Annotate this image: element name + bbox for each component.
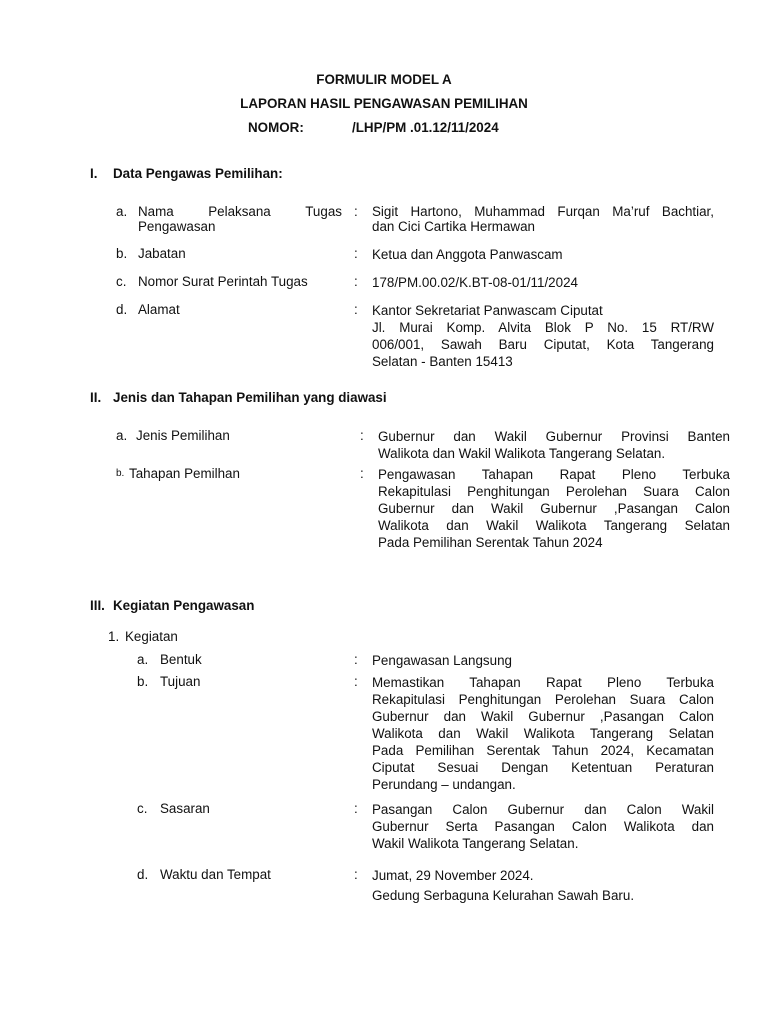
section-3-number: III. [90,598,105,613]
nomor-label: NOMOR: [248,120,304,135]
section-2-item-a-value [378,428,730,462]
value-line: dan Cici Cartika Hermawan [372,219,535,234]
section-3-sub-title: Kegiatan [125,629,178,644]
label-word: Pelaksana [208,204,271,219]
value-line: Gubernur dan Wakil Gubernur ,Pasangan Calon [378,501,730,516]
section-2-item-a-mark: a. [116,428,128,443]
section-3-item-b-colon: : [354,674,358,689]
value-line: Pada Pemilihan Serentak Tahun 2024, Kecamatan [372,743,714,758]
value-line: Jumat, 29 November 2024. [372,868,534,883]
value-line: Jl. Murai Komp. Alvita Blok P No. 15 RT/RW [372,320,714,335]
value-line: Walikota dan Wakil Walikota Tangerang Selatan [378,518,730,533]
section-2-number: II. [90,390,102,405]
section-3-item-b-label: Tujuan [160,674,201,689]
section-3-item-d-place [372,887,714,904]
label-word: Tugas [305,204,342,219]
section-1-item-c-colon: : [354,274,358,289]
value-line: Sigit Hartono, Muhammad Furqan Ma’ruf Bachtiar, [372,204,714,219]
section-3-item-c-colon: : [354,801,358,816]
section-1-item-d-label: Alamat [138,302,180,317]
section-1-item-c-value [372,274,714,291]
section-3-item-c-value [372,801,714,852]
nomor-value: /LHP/PM .01.12/11/2024 [352,120,499,135]
value-line: Gubernur Serta Pasangan Calon Walikota dan [372,819,714,834]
section-2-item-b-value [378,466,730,551]
section-1-item-b-label: Jabatan [138,246,186,261]
value-line: Kantor Sekretariat Panwascam Ciputat [372,303,603,318]
section-1-item-b-value [372,246,714,263]
section-1-item-d-mark: d. [116,302,128,317]
section-3-item-a-colon: : [354,652,358,667]
section-1-item-c-mark: c. [116,274,127,289]
section-2-item-b-mark: b. [116,468,125,479]
section-3-item-c-mark: c. [137,801,148,816]
section-1-item-a-label-line2: Pengawasan [138,219,216,234]
section-1-item-a-value [372,204,714,234]
section-1-title: Data Pengawas Pemilihan: [113,166,283,181]
section-3-item-d-mark: d. [137,867,149,882]
section-1-number: I. [90,166,98,181]
section-3-item-a-mark: a. [137,652,149,667]
section-3-title: Kegiatan Pengawasan [113,598,255,613]
value-line: Gedung Serbaguna Kelurahan Sawah Baru. [372,888,635,903]
section-2-item-a-label: Jenis Pemilihan [136,428,230,443]
value-line: Pengawasan Langsung [372,653,512,668]
report-title: LAPORAN HASIL PENGAWASAN PEMILIHAN [240,96,528,111]
section-3-item-c-label: Sasaran [160,801,210,816]
value-line: Walikota dan Wakil Walikota Tangerang Selatan [372,726,714,741]
value-line: Perundang – undangan. [372,777,516,792]
section-3-item-a-value [372,652,714,669]
value-line: Rekapitulasi Penghitungan Perolehan Suara Calon [378,484,730,499]
value-line: Gubernur dan Wakil Gubernur ,Pasangan Calon [372,709,714,724]
section-2-item-a-colon: : [360,428,364,443]
value-line: Memastikan Tahapan Rapat Pleno Terbuka [372,675,714,690]
section-3-sub-number: 1. [108,629,120,644]
section-3-item-a-label: Bentuk [160,652,202,667]
section-2-item-b-label: Tahapan Pemilhan [129,466,240,481]
section-1-item-d-colon: : [354,302,358,317]
section-3-item-d-label: Waktu dan Tempat [160,867,271,882]
value-line: Ciputat Sesuai Dengan Ketentuan Peraturan [372,760,714,775]
value-line: Gubernur dan Wakil Gubernur Provinsi Banten [378,429,730,444]
section-2-title: Jenis dan Tahapan Pemilihan yang diawasi [113,390,387,405]
section-1-item-b-mark: b. [116,246,128,261]
section-1-item-a-label [138,204,342,219]
value-line: Pengawasan Tahapan Rapat Pleno Terbuka [378,467,730,482]
value-line: Pasangan Calon Gubernur dan Calon Wakil [372,802,714,817]
value-line: 178/PM.00.02/K.BT-08-01/11/2024 [372,275,578,290]
form-model-title: FORMULIR MODEL A [316,72,452,87]
value-line: 006/001, Sawah Baru Ciputat, Kota Tangerang [372,337,714,352]
value-line: Wakil Walikota Tangerang Selatan. [372,836,579,851]
section-3-item-b-value [372,674,714,793]
value-line: Walikota dan Wakil Walikota Tangerang Selatan. [378,446,666,461]
section-1-item-d-value [372,302,714,370]
section-1-item-a-mark: a. [116,204,128,219]
section-1-item-a-colon: : [354,204,358,219]
section-1-item-c-label: Nomor Surat Perintah Tugas [138,274,308,289]
value-line: Selatan - Banten 15413 [372,354,513,369]
value-line: Ketua dan Anggota Panwascam [372,247,563,262]
section-2-item-b-colon: : [360,466,364,481]
value-line: Pada Pemilihan Serentak Tahun 2024 [378,535,603,550]
section-3-item-d-value [372,867,714,884]
label-word: Nama [138,204,174,219]
section-3-item-d-colon: : [354,867,358,882]
value-line: Rekapitulasi Penghitungan Perolehan Suara Calon [372,692,714,707]
section-1-item-b-colon: : [354,246,358,261]
section-3-item-b-mark: b. [137,674,149,689]
